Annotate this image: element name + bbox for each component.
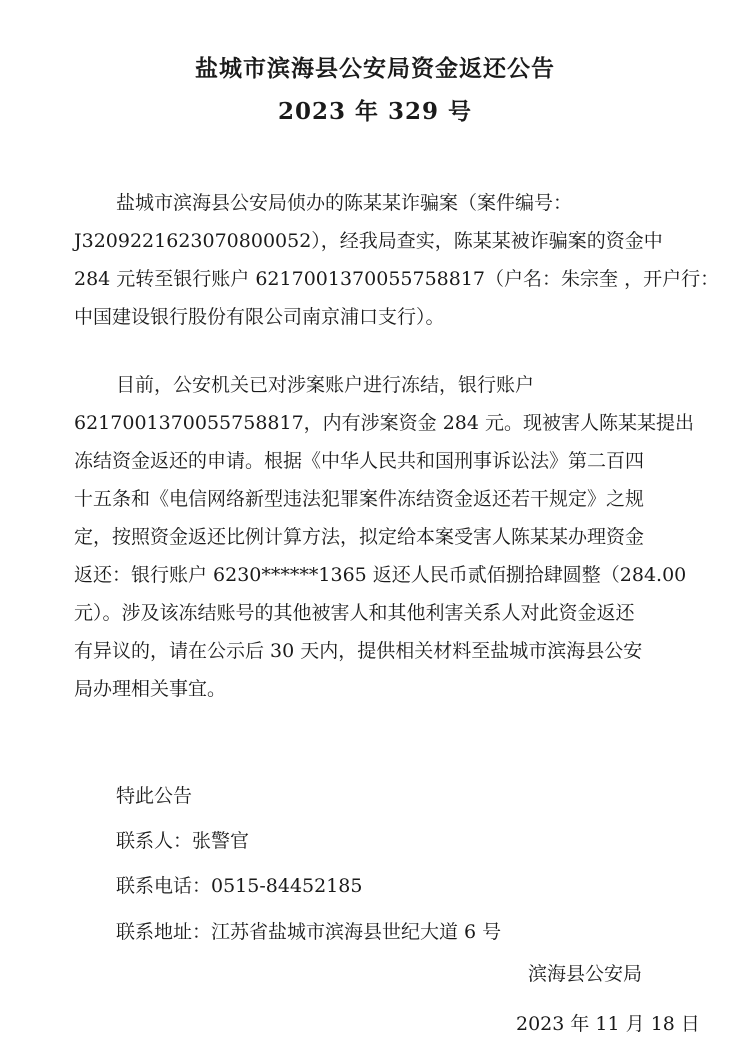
paragraph-line: 目前，公安机关已对涉案账户进行冻结，银行账户 xyxy=(116,374,535,396)
paragraph-line: 中国建设银行股份有限公司南京浦口支行）。 xyxy=(74,306,445,328)
contact-address: 联系地址：江苏省盐城市滨海县世纪大道 6 号 xyxy=(116,921,502,943)
paragraph-line: 十五条和《电信网络新型违法犯罪案件冻结资金返还若干规定》之规 xyxy=(74,488,645,510)
notice-title: 盐城市滨海县公安局资金返还公告 xyxy=(195,55,555,82)
paragraph-line: 有异议的，请在公示后 30 天内，提供相关材料至盐城市滨海县公安 xyxy=(74,640,643,662)
notice-number: 2023 年 329 号 xyxy=(277,98,473,125)
issuer-signature: 滨海县公安局 xyxy=(528,963,643,985)
paragraph-line: 盐城市滨海县公安局侦办的陈某某诈骗案（案件编号： xyxy=(116,192,573,214)
paragraph-line: 284 元转至银行账户 6217001370055758817（户名：朱宗奎 ，开户行： xyxy=(74,268,720,290)
paragraph-case-info xyxy=(74,184,720,336)
paragraph-line: 定，按照资金返还比例计算方法，拟定给本案受害人陈某某办理资金 xyxy=(74,526,645,548)
contact-person: 联系人：张警官 xyxy=(116,830,250,852)
paragraph-line: J3209221623070800052），经我局查实，陈某某被诈骗案的资金中 xyxy=(74,230,663,252)
closing-text: 特此公告 xyxy=(116,785,193,807)
paragraph-line: 冻结资金返还的申请。根据《中华人民共和国刑事诉讼法》第二百四 xyxy=(74,450,645,472)
contact-phone: 联系电话：0515-84452185 xyxy=(116,875,363,897)
issue-date: 2023 年 11 月 18 日 xyxy=(516,1013,700,1035)
paragraph-line: 局办理相关事宜。 xyxy=(74,678,227,700)
paragraph-line: 6217001370055758817，内有涉案资金 284 元。现被害人陈某某提出 xyxy=(74,412,695,434)
paragraph-line: 返还：银行账户 6230******1365 返还人民币贰佰捌拾肆圆整（284.00 xyxy=(74,564,687,586)
paragraph-line: 元）。涉及该冻结账号的其他被害人和其他利害关系人对此资金返还 xyxy=(74,602,635,624)
paragraph-refund-details xyxy=(74,366,695,708)
